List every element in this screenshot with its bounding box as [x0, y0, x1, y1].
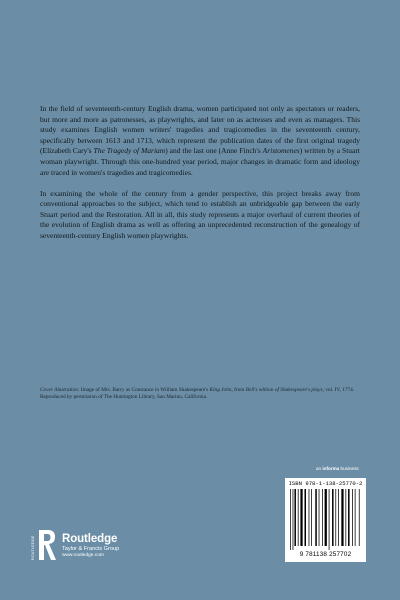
barcode-bar — [338, 489, 339, 546]
blurb-text: In the field of seventeenth-century English drama, women participated not only as spectators or readers, but more and more as patronesses, as playwrights, and later on as actresses and even as managers. This study examines English women writers' tragedies and tragicomedies in the seventeenth century, specifically between 1613 and 1713, which represent the publication dates of the first original tragedy (Elizabeth Cary's — [40, 104, 360, 156]
barcode-bar — [300, 489, 302, 546]
routledge-logo-icon — [36, 526, 58, 562]
barcode-bar — [335, 489, 336, 546]
isbn-digits: 9 781138 257702 — [299, 551, 352, 558]
caption-title-king-john: King John — [209, 387, 232, 393]
barcode-bars — [290, 489, 361, 550]
barcode-bar — [359, 489, 360, 546]
publisher-group: Taylor & Francis Group — [62, 546, 120, 552]
barcode-bar — [352, 489, 353, 546]
barcode-bar — [290, 489, 291, 550]
isbn-label: ISBN 978-1-138-25770-2 — [288, 480, 363, 487]
barcode — [285, 478, 366, 562]
informa-prefix: an — [316, 466, 323, 471]
caption-label: Cover illustration: — [40, 387, 80, 393]
barcode-bar — [322, 489, 323, 546]
barcode-bar — [319, 489, 320, 546]
blurb-paragraph-1 — [40, 104, 360, 178]
barcode-bar — [293, 489, 294, 550]
barcode-bar — [311, 489, 312, 546]
barcode-bar — [298, 489, 299, 546]
blurb-text: ) and the last one (Anne Finch's — [165, 146, 263, 156]
caption-text: , vol. IV, 1774. Reproduced by permission of The Huntington Library, San Marino, California. — [40, 387, 355, 401]
caption-title-bells-edition: Bell's edition of Shakespeare's plays — [245, 387, 323, 393]
publisher-name: Routledge — [62, 533, 118, 545]
publisher-vertical-text: ROUTLEDGE — [31, 535, 35, 560]
barcode-bar — [348, 489, 350, 546]
caption-text: Image of Mrs. Barry as Constance in William Shakespeare's — [79, 387, 210, 393]
caption-text: , from — [231, 387, 246, 393]
informa-suffix: business — [339, 466, 359, 471]
barcode-bar — [341, 489, 343, 546]
blurb-title-mariam: The Tragedy of Mariam — [93, 146, 166, 156]
barcode-bar — [309, 489, 310, 546]
blurb-paragraph-2: In examining the whole of the century from a gender perspective, this project breaks away from conventional approaches to the subject, which tend to establish an unbridgeable gap between the early Stuart period and the Restoration. All in all, this study represents a major overhaul of current theories of the evolution of English drama as well as offering an unprecedented reconstruction of the genealogy of seventeenth-century English women playwrights. — [40, 188, 360, 241]
cover-illustration-caption — [40, 387, 364, 402]
barcode-bar — [355, 489, 356, 546]
barcode-bar — [305, 489, 307, 546]
barcode-bar — [325, 489, 327, 546]
barcode-bar — [294, 489, 296, 546]
blurb — [40, 104, 360, 252]
publisher-block — [62, 533, 119, 559]
barcode-bar — [315, 489, 317, 546]
informa-business-tagline — [316, 466, 359, 471]
barcode-bar — [329, 489, 330, 550]
barcode-bar — [332, 489, 334, 546]
barcode-bar — [345, 489, 346, 546]
publisher-url[interactable]: www.routledge.com — [62, 553, 104, 558]
blurb-title-aristomenes: Aristomenes — [262, 146, 300, 156]
blurb-text: ) written by a Stuart woman playwright. Through this one-hundred year period, major changes in dramatic form and ideology are traced in women's tragedies and tragicomedies. — [40, 146, 360, 177]
informa-brand: informa — [322, 466, 340, 471]
